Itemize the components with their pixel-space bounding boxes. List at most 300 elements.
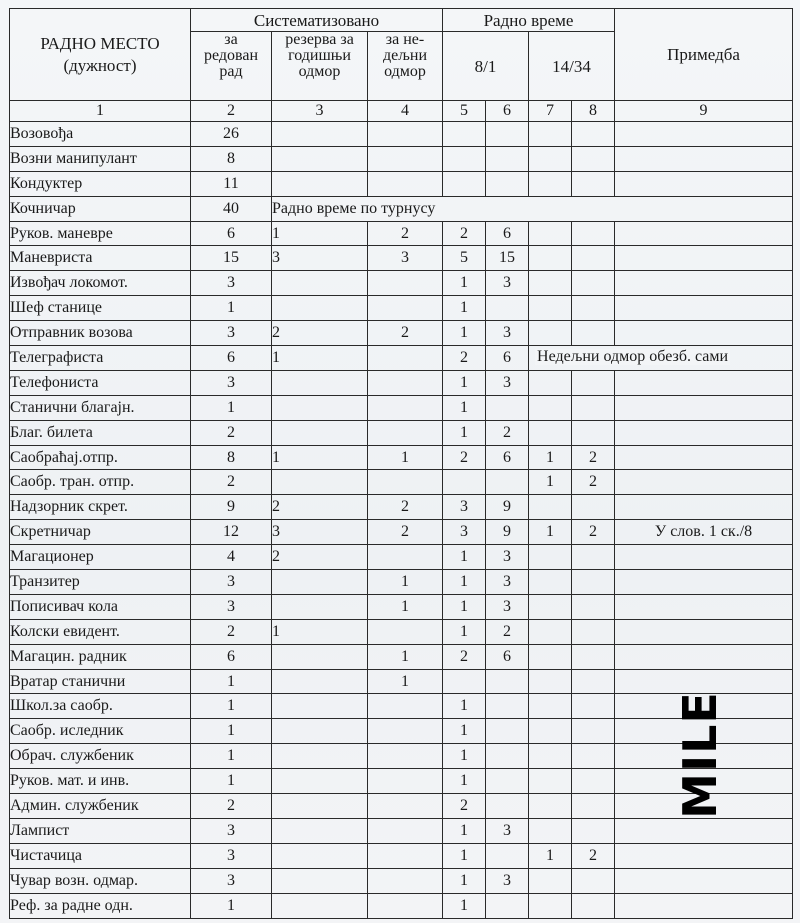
weekly-reserve <box>368 395 443 420</box>
weekly-reserve <box>368 794 443 819</box>
regular-count: 3 <box>191 843 272 868</box>
mile-watermark <box>673 690 727 820</box>
annual-reserve: 2 <box>272 545 368 570</box>
shift-a-1: 1 <box>443 744 486 769</box>
shift-a-2 <box>486 146 529 171</box>
shift-b-1 <box>529 893 572 918</box>
weekly-reserve <box>368 893 443 918</box>
annual-reserve: 1 <box>272 445 368 470</box>
remark <box>615 893 793 918</box>
shift-b-1: 1 <box>529 520 572 545</box>
remark <box>615 296 793 321</box>
shift-b-1 <box>529 644 572 669</box>
shift-a-1 <box>443 122 486 147</box>
position-name: Вратар станични <box>10 669 191 694</box>
annual-line-1: резерва за <box>285 31 354 48</box>
column-number: 4 <box>368 101 443 122</box>
shift-a-1: 2 <box>443 644 486 669</box>
weekly-reserve <box>368 420 443 445</box>
position-name: Благ. билета <box>10 420 191 445</box>
remark <box>615 545 793 570</box>
weekly-reserve: 2 <box>368 520 443 545</box>
shift-b-1 <box>529 246 572 271</box>
shift-a-2 <box>486 122 529 147</box>
position-subtitle: (дужност) <box>63 55 137 75</box>
position-name: Чистачица <box>10 843 191 868</box>
shift-b-1 <box>529 420 572 445</box>
regular-count: 1 <box>191 744 272 769</box>
shift-a-1: 1 <box>443 868 486 893</box>
weekly-reserve: 1 <box>368 669 443 694</box>
position-name: Надзорник скрет. <box>10 495 191 520</box>
shift-b-1 <box>529 271 572 296</box>
shift-a-2 <box>486 669 529 694</box>
remark <box>615 321 793 346</box>
regular-count: 3 <box>191 868 272 893</box>
table-row <box>10 221 793 246</box>
regular-count: 8 <box>191 445 272 470</box>
shift-a-1 <box>443 669 486 694</box>
remark <box>615 495 793 520</box>
shift-a-1: 3 <box>443 495 486 520</box>
position-name: Кочничар <box>10 196 191 221</box>
regular-count: 1 <box>191 694 272 719</box>
shift-a-1 <box>443 171 486 196</box>
position-name: Лампист <box>10 818 191 843</box>
weekly-reserve <box>368 744 443 769</box>
column-number: 1 <box>10 101 191 122</box>
shift-b-2 <box>572 321 615 346</box>
weekly-reserve: 2 <box>368 321 443 346</box>
weekly-reserve <box>368 843 443 868</box>
weekly-reserve: 1 <box>368 644 443 669</box>
regular-count: 2 <box>191 470 272 495</box>
shift-a-2: 3 <box>486 545 529 570</box>
position-name: Руков. маневре <box>10 221 191 246</box>
remark <box>615 122 793 147</box>
position-name: Телефониста <box>10 370 191 395</box>
row-span-note: Радно време по турнусу <box>272 196 793 221</box>
shift-a-2 <box>486 719 529 744</box>
shift-b-2 <box>572 271 615 296</box>
weekly-reserve <box>368 470 443 495</box>
shift-b-1: 1 <box>529 843 572 868</box>
shift-a-2: 3 <box>486 868 529 893</box>
weekly-reserve <box>368 545 443 570</box>
regular-count: 1 <box>191 669 272 694</box>
shift-b-1 <box>529 619 572 644</box>
shift-a-2: 15 <box>486 246 529 271</box>
shift-a-2: 3 <box>486 818 529 843</box>
position-name: Саобр. тран. отпр. <box>10 470 191 495</box>
position-name: Магационер <box>10 545 191 570</box>
annual-reserve: 2 <box>272 495 368 520</box>
regular-count: 26 <box>191 122 272 147</box>
annual-reserve: 1 <box>272 346 368 371</box>
annual-reserve <box>272 893 368 918</box>
annual-reserve <box>272 794 368 819</box>
regular-count: 8 <box>191 146 272 171</box>
column-number: 6 <box>486 101 529 122</box>
regular-count: 3 <box>191 321 272 346</box>
shift-b-2 <box>572 818 615 843</box>
shift-a-2 <box>486 769 529 794</box>
weekly-reserve <box>368 146 443 171</box>
weekly-reserve: 2 <box>368 221 443 246</box>
remark: У слов. 1 ск./8 <box>615 520 793 545</box>
position-name: Шеф станице <box>10 296 191 321</box>
position-name: Маневриста <box>10 246 191 271</box>
remark <box>615 818 793 843</box>
annual-reserve <box>272 769 368 794</box>
weekly-reserve <box>368 370 443 395</box>
table-row <box>10 395 793 420</box>
shift-b-1 <box>529 669 572 694</box>
watermark-text: MILE <box>673 691 727 819</box>
row-note-cell <box>529 346 793 371</box>
shift-b-1 <box>529 719 572 744</box>
shift-b-2 <box>572 644 615 669</box>
weekly-line-1: за не- <box>385 31 425 48</box>
table-row <box>10 196 793 221</box>
position-name: Админ. службеник <box>10 794 191 819</box>
position-name: Транзитер <box>10 570 191 595</box>
weekly-reserve: 2 <box>368 495 443 520</box>
weekly-reserve <box>368 346 443 371</box>
weekly-reserve <box>368 868 443 893</box>
remark <box>615 370 793 395</box>
regular-count: 3 <box>191 370 272 395</box>
shift-a-2 <box>486 296 529 321</box>
shift-a-2 <box>486 694 529 719</box>
shift-b-1 <box>529 146 572 171</box>
regular-count: 12 <box>191 520 272 545</box>
shift-a-1: 1 <box>443 694 486 719</box>
remark <box>615 843 793 868</box>
shift-b-2 <box>572 171 615 196</box>
shift-b-1 <box>529 321 572 346</box>
shift-b-2 <box>572 146 615 171</box>
regular-count: 2 <box>191 420 272 445</box>
table-row <box>10 122 793 147</box>
shift-b-1 <box>529 171 572 196</box>
position-name: Станични благајн. <box>10 395 191 420</box>
shift-b-2 <box>572 495 615 520</box>
shift-b-2 <box>572 893 615 918</box>
weekly-reserve <box>368 694 443 719</box>
annual-reserve <box>272 271 368 296</box>
shift-b-2 <box>572 744 615 769</box>
shift-a-1: 2 <box>443 445 486 470</box>
shift-a-2: 2 <box>486 420 529 445</box>
position-name: Школ.за саобр. <box>10 694 191 719</box>
regular-count: 1 <box>191 296 272 321</box>
regular-line-1: за <box>224 31 238 48</box>
regular-work-header <box>191 32 272 101</box>
shift-a-1 <box>443 146 486 171</box>
position-name: Обрач. службеник <box>10 744 191 769</box>
table-row <box>10 470 793 495</box>
annual-reserve <box>272 146 368 171</box>
regular-count: 6 <box>191 346 272 371</box>
annual-line-2: годишњи <box>288 47 351 64</box>
position-name: Извођач локомот. <box>10 271 191 296</box>
table-row <box>10 644 793 669</box>
position-header <box>10 9 191 101</box>
regular-count: 9 <box>191 495 272 520</box>
regular-count: 2 <box>191 794 272 819</box>
table-row <box>10 321 793 346</box>
shift-a-2: 2 <box>486 619 529 644</box>
shift-b-2 <box>572 669 615 694</box>
table-row <box>10 445 793 470</box>
regular-count: 3 <box>191 818 272 843</box>
remark <box>615 868 793 893</box>
regular-count: 2 <box>191 619 272 644</box>
shift-a-1: 1 <box>443 420 486 445</box>
annual-reserve <box>272 843 368 868</box>
annual-reserve: 3 <box>272 246 368 271</box>
shift-b-1 <box>529 769 572 794</box>
shift-a-1: 1 <box>443 619 486 644</box>
shift-a-1: 1 <box>443 594 486 619</box>
position-name: Скретничар <box>10 520 191 545</box>
position-name: Чувар возн. одмар. <box>10 868 191 893</box>
shift-a-1: 2 <box>443 346 486 371</box>
column-number: 3 <box>272 101 368 122</box>
shift-a-2 <box>486 470 529 495</box>
table-row <box>10 619 793 644</box>
table-row <box>10 495 793 520</box>
position-name: Саобраћај.отпр. <box>10 445 191 470</box>
shift-a-1: 1 <box>443 719 486 744</box>
table-row <box>10 594 793 619</box>
table-row <box>10 420 793 445</box>
shift-b-1: 1 <box>529 445 572 470</box>
weekly-reserve <box>368 296 443 321</box>
remark <box>615 171 793 196</box>
shift-b-2 <box>572 769 615 794</box>
remark <box>615 445 793 470</box>
shift-b-2 <box>572 545 615 570</box>
shift-a-1: 5 <box>443 246 486 271</box>
regular-line-3: рад <box>219 63 243 80</box>
shift-b-1 <box>529 594 572 619</box>
table-row <box>10 868 793 893</box>
shift-b-1 <box>529 122 572 147</box>
shift-b-1 <box>529 818 572 843</box>
shift-b-1 <box>529 370 572 395</box>
shift-a-2 <box>486 171 529 196</box>
shift-a-2 <box>486 744 529 769</box>
shift-a-1: 2 <box>443 221 486 246</box>
table-row <box>10 346 793 371</box>
shift-a-2: 3 <box>486 321 529 346</box>
table-row <box>10 893 793 918</box>
shift-b-2 <box>572 221 615 246</box>
shift-b-1 <box>529 545 572 570</box>
shift-b-1 <box>529 868 572 893</box>
position-name: Колски евидент. <box>10 619 191 644</box>
shift-b-2 <box>572 246 615 271</box>
shift-b-1: 1 <box>529 470 572 495</box>
position-name: Возни манипулант <box>10 146 191 171</box>
remark <box>615 221 793 246</box>
regular-count: 1 <box>191 719 272 744</box>
weekly-reserve: 1 <box>368 594 443 619</box>
shift-a-2: 9 <box>486 520 529 545</box>
regular-count: 11 <box>191 171 272 196</box>
shift-a-1 <box>443 470 486 495</box>
shift-a-1: 1 <box>443 843 486 868</box>
annual-leave-header <box>272 32 368 101</box>
table-row <box>10 271 793 296</box>
shift-a-2: 6 <box>486 346 529 371</box>
annual-reserve <box>272 395 368 420</box>
annual-reserve <box>272 470 368 495</box>
shift-a-2: 3 <box>486 594 529 619</box>
table-row <box>10 246 793 271</box>
row-note: Недељни одмор обезб. сами <box>537 348 729 366</box>
annual-reserve <box>272 370 368 395</box>
remark <box>615 594 793 619</box>
shift-b-2 <box>572 694 615 719</box>
annual-reserve <box>272 818 368 843</box>
shift-a-2: 6 <box>486 221 529 246</box>
column-number: 2 <box>191 101 272 122</box>
table-row <box>10 370 793 395</box>
weekly-reserve <box>368 619 443 644</box>
annual-reserve <box>272 171 368 196</box>
shift-b-2 <box>572 122 615 147</box>
shift-b-2 <box>572 395 615 420</box>
weekly-rest-header <box>368 32 443 101</box>
position-name: Телеграфиста <box>10 346 191 371</box>
position-name: Возовођа <box>10 122 191 147</box>
working-time-header: Радно време <box>443 9 615 32</box>
column-number-row <box>10 101 793 122</box>
shift-b-2 <box>572 296 615 321</box>
regular-line-2: редован <box>203 47 259 64</box>
regular-count: 4 <box>191 545 272 570</box>
shift-a-1: 2 <box>443 794 486 819</box>
shift-b-1 <box>529 495 572 520</box>
remark <box>615 619 793 644</box>
shift-a-1: 1 <box>443 271 486 296</box>
annual-reserve <box>272 669 368 694</box>
shift-a-1: 1 <box>443 893 486 918</box>
remark-header: Примедба <box>615 9 793 101</box>
annual-reserve <box>272 744 368 769</box>
shift-14-34-header: 14/34 <box>529 32 615 101</box>
position-name: Пописивач кола <box>10 594 191 619</box>
position-name: Кондуктер <box>10 171 191 196</box>
shift-a-2 <box>486 893 529 918</box>
annual-reserve <box>272 122 368 147</box>
shift-b-1 <box>529 794 572 819</box>
shift-b-1 <box>529 744 572 769</box>
position-title: РАДНО МЕСТО <box>40 33 160 53</box>
shift-a-2: 6 <box>486 644 529 669</box>
regular-count: 6 <box>191 221 272 246</box>
weekly-reserve: 3 <box>368 246 443 271</box>
shift-b-2: 2 <box>572 843 615 868</box>
annual-reserve <box>272 644 368 669</box>
shift-a-2 <box>486 395 529 420</box>
annual-reserve: 1 <box>272 619 368 644</box>
shift-a-2: 3 <box>486 370 529 395</box>
regular-count: 1 <box>191 893 272 918</box>
regular-count: 3 <box>191 594 272 619</box>
remark <box>615 644 793 669</box>
annual-reserve <box>272 868 368 893</box>
annual-reserve: 1 <box>272 221 368 246</box>
shift-b-2: 2 <box>572 470 615 495</box>
shift-b-2 <box>572 594 615 619</box>
weekly-reserve: 1 <box>368 445 443 470</box>
shift-b-1 <box>529 395 572 420</box>
position-name: Отправник возова <box>10 321 191 346</box>
position-name: Магацин. радник <box>10 644 191 669</box>
shift-b-2 <box>572 719 615 744</box>
shift-a-1: 1 <box>443 395 486 420</box>
annual-reserve <box>272 594 368 619</box>
remark <box>615 420 793 445</box>
position-name: Реф. за радне одн. <box>10 893 191 918</box>
weekly-reserve <box>368 818 443 843</box>
shift-a-2: 9 <box>486 495 529 520</box>
weekly-reserve <box>368 271 443 296</box>
shift-b-1 <box>529 694 572 719</box>
weekly-line-3: одмор <box>384 63 426 80</box>
shift-a-1: 3 <box>443 520 486 545</box>
remark <box>615 246 793 271</box>
regular-count: 15 <box>191 246 272 271</box>
regular-count: 3 <box>191 271 272 296</box>
table-row <box>10 545 793 570</box>
annual-reserve: 2 <box>272 321 368 346</box>
column-number: 7 <box>529 101 572 122</box>
shift-b-2 <box>572 794 615 819</box>
table-row <box>10 570 793 595</box>
remark <box>615 146 793 171</box>
shift-b-1 <box>529 221 572 246</box>
remark <box>615 470 793 495</box>
remark <box>615 395 793 420</box>
weekly-line-2: дељни <box>383 47 427 64</box>
shift-a-2: 3 <box>486 271 529 296</box>
table-row <box>10 171 793 196</box>
table-row <box>10 296 793 321</box>
weekly-reserve <box>368 719 443 744</box>
shift-b-2 <box>572 570 615 595</box>
annual-line-3: одмор <box>298 63 341 80</box>
annual-reserve <box>272 420 368 445</box>
systematized-header: Систематизовано <box>191 9 443 32</box>
weekly-reserve <box>368 171 443 196</box>
column-number: 8 <box>572 101 615 122</box>
weekly-reserve <box>368 122 443 147</box>
shift-b-2: 2 <box>572 520 615 545</box>
column-number: 9 <box>615 101 793 122</box>
shift-b-2: 2 <box>572 445 615 470</box>
shift-a-1: 1 <box>443 570 486 595</box>
table-row <box>10 146 793 171</box>
shift-a-2 <box>486 794 529 819</box>
shift-b-2 <box>572 420 615 445</box>
shift-b-2 <box>572 619 615 644</box>
column-number: 5 <box>443 101 486 122</box>
